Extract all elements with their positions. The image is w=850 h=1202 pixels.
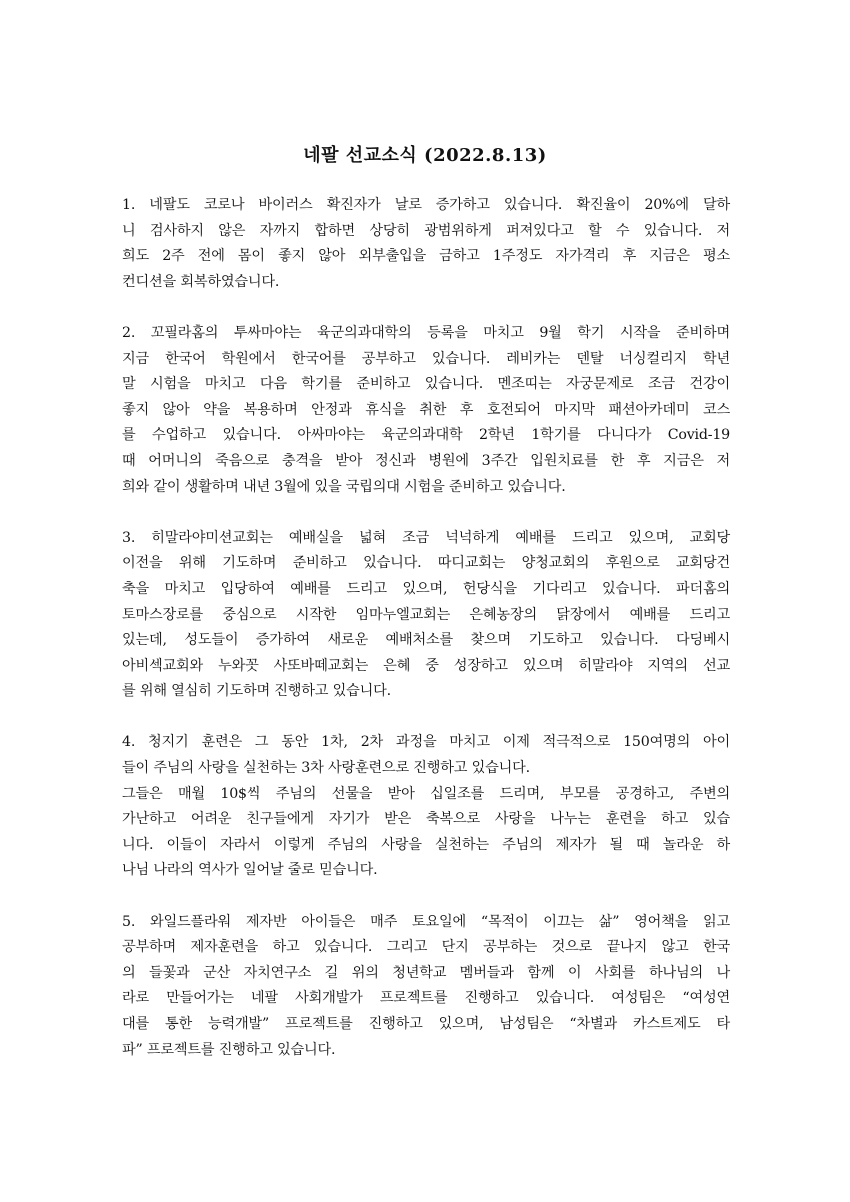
- paragraph-line: 를 위해 열심히 기도하며 진행하고 있습니다.: [122, 683, 391, 700]
- paragraph-line: 2. 꼬필라홈의 투싸마야는 육군의과대학의 등록을 마치고 9월 학기 시작을 준비하며: [122, 324, 730, 341]
- paragraph-line: 가난하고 어려운 친구들에게 자기가 받은 축복으로 사랑을 나누는 훈련을 하고 있습: [122, 811, 730, 828]
- paragraph-line: 그들은 매월 10$씩 주님의 선물을 받아 십일조를 드리며, 부모를 공경하고, 주변의: [122, 785, 730, 802]
- paragraph-line: 나님 나라의 역사가 일어날 줄로 믿습니다.: [122, 862, 378, 879]
- paragraph-2: [122, 321, 730, 500]
- paragraph-line: 4. 청지기 훈련은 그 동안 1차, 2차 과정을 마치고 이제 적극적으로 150여명의 아이: [122, 734, 730, 751]
- document-body: [122, 193, 730, 1089]
- paragraph-5: [122, 910, 730, 1064]
- paragraph-line: 컨디션을 회복하였습니다.: [122, 273, 280, 290]
- paragraph-line: 축을 마치고 입당하여 예배를 드리고 있으며, 헌당식을 기다리고 있습니다. 파더홈의: [122, 580, 730, 597]
- paragraph-4: [122, 730, 730, 884]
- paragraph-line: 있는데, 성도들이 증가하여 새로운 예배처소를 찾으며 기도하고 있습니다. 다딩베시: [122, 632, 730, 649]
- paragraph-line: 이전을 위해 기도하며 준비하고 있습니다. 따디교회는 양청교회의 후원으로 교회당건: [122, 555, 730, 572]
- paragraph-line: 공부하며 제자훈련을 하고 있습니다. 그리고 단지 공부하는 것으로 끝나지 않고 한국: [122, 939, 730, 956]
- paragraph-1: [122, 193, 730, 295]
- paragraph-line: 니다. 이들이 자라서 이렇게 주님의 사랑을 실천하는 주님의 제자가 될 때 놀라운 하: [122, 836, 730, 853]
- paragraph-line: 때 어머니의 죽음으로 충격을 받아 정신과 병원에 3주간 입원치료를 한 후 지금은 저: [122, 452, 730, 469]
- paragraph-line: 3. 히말라야미션교회는 예배실을 넓혀 조금 넉넉하게 예배를 드리고 있으며, 교회당: [122, 529, 730, 546]
- paragraph-line: 희도 2주 전에 몸이 좋지 않아 외부출입을 금하고 1주정도 자가격리 후 지금은 평소: [122, 248, 730, 265]
- paragraph-3: [122, 526, 730, 705]
- paragraph-line: 의 들꽃과 군산 자치연구소 길 위의 청년학교 멤버들과 함께 이 사회를 하나님의 나: [122, 964, 730, 981]
- paragraph-line: 토마스장로를 중심으로 시작한 임마누엘교회는 은혜농장의 닭장에서 예배를 드리고: [122, 606, 730, 623]
- paragraph-line: 1. 네팔도 코로나 바이러스 확진자가 날로 증가하고 있습니다. 확진율이 20%에 달하: [122, 197, 730, 213]
- paragraph-line: 를 수업하고 있습니다. 아싸마야는 육군의과대학 2학년 1학기를 다니다가 Covid-19: [122, 427, 730, 444]
- paragraph-line: 대를 통한 능력개발” 프로젝트를 진행하고 있으며, 남성팀은 “차별과 카스트제도 타: [122, 1016, 730, 1032]
- paragraph-line: 라로 만들어가는 네팔 사회개발가 프로젝트를 진행하고 있습니다. 여성팀은 “여성연: [122, 990, 730, 1007]
- paragraph-line: 지금 한국어 학원에서 한국어를 공부하고 있습니다. 레비카는 덴탈 너싱컬리지 학년: [122, 350, 730, 367]
- paragraph-line: 희와 같이 생활하며 내년 3월에 있을 국립의대 시험을 준비하고 있습니다.: [122, 478, 566, 495]
- paragraph-line: 들이 주님의 사랑을 실천하는 3차 사랑훈련으로 진행하고 있습니다.: [122, 760, 530, 777]
- paragraph-line: 좋지 않아 약을 복용하며 안정과 휴식을 취한 후 호전되어 마지막 패션아카데미 코스: [122, 401, 730, 418]
- paragraph-line: 아비섹교회와 누와꼿 사또바떼교회는 은혜 중 성장하고 있으며 히말라야 지역의 선교: [122, 657, 730, 674]
- paragraph-line: 니 검사하지 않은 자까지 합하면 상당히 광범위하게 퍼져있다고 할 수 있습니다. 저: [122, 222, 730, 239]
- paragraph-line: 말 시험을 마치고 다음 학기를 준비하고 있습니다. 멘조띠는 자궁문제로 조금 건강이: [122, 376, 730, 393]
- page-title: 네팔 선교소식 (2022.8.13): [303, 145, 547, 166]
- paragraph-line: 5. 와일드플라워 제자반 아이들은 매주 토요일에 “목적이 이끄는 삶” 영어책을 읽고: [122, 913, 730, 930]
- paragraph-line: 파” 프로젝트를 진행하고 있습니다.: [122, 1041, 336, 1058]
